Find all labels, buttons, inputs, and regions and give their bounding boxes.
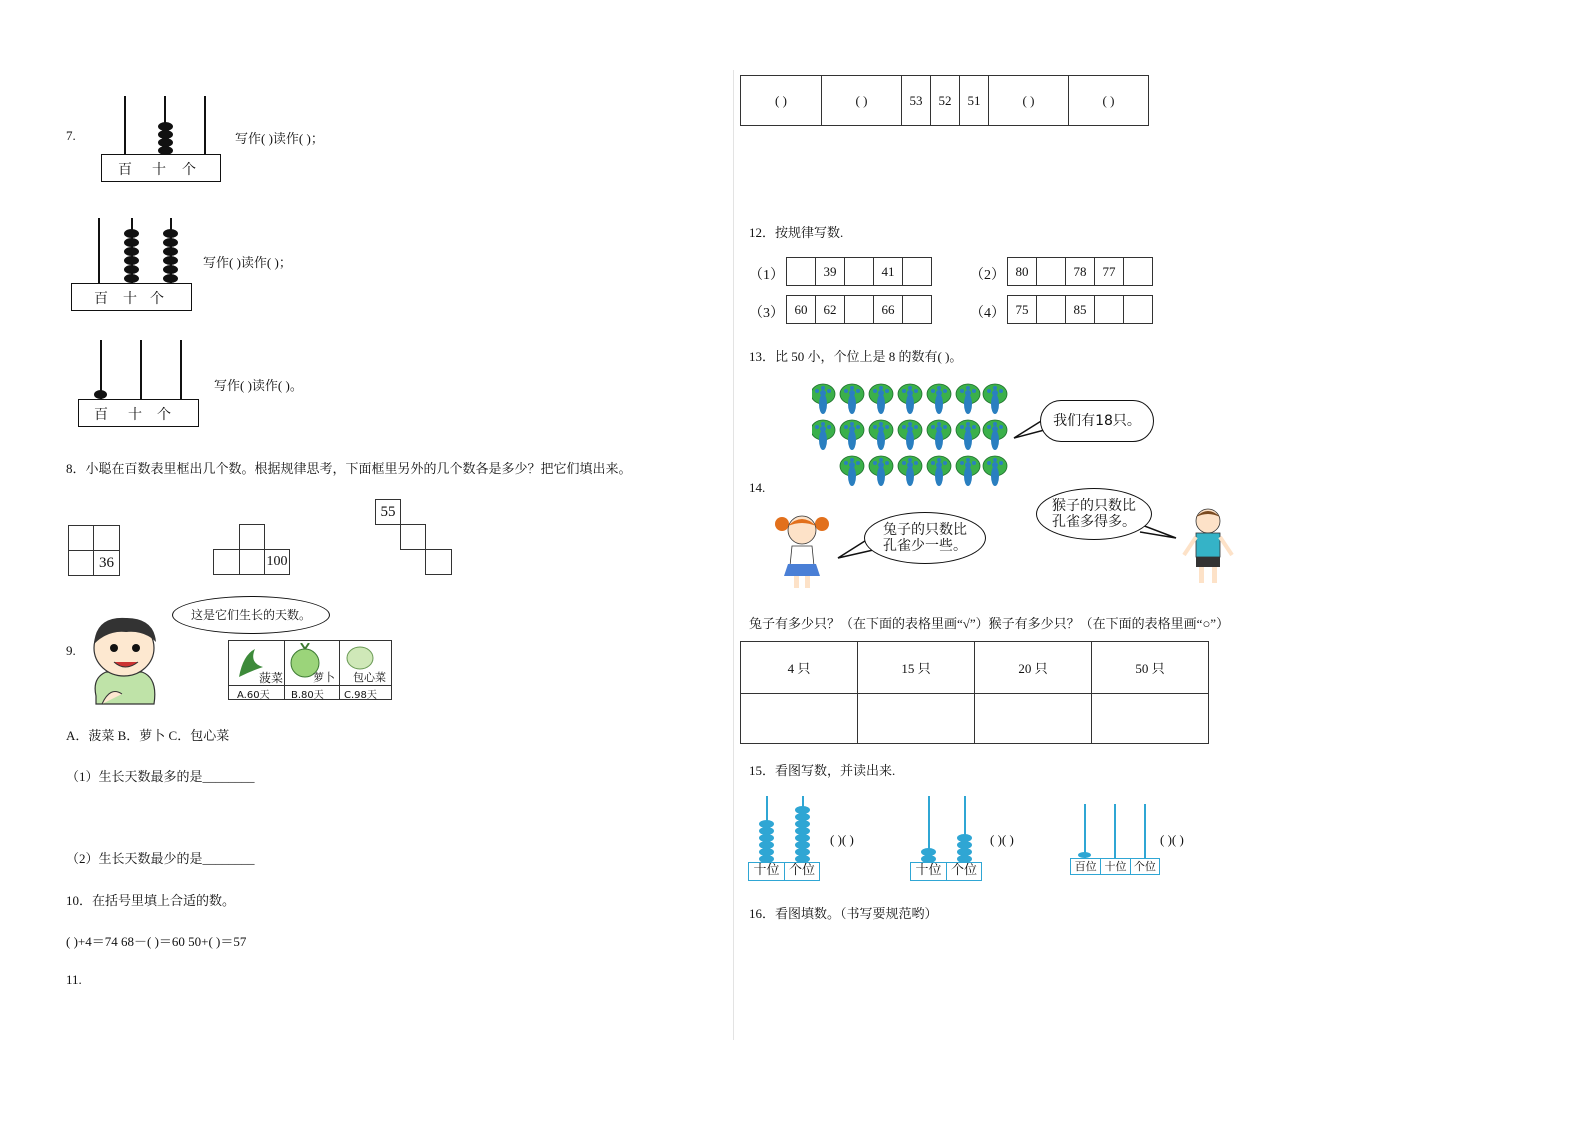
abacus-bead — [124, 247, 139, 256]
speech-text: 我们有18只。 — [1053, 413, 1141, 429]
q12-text: 12．按规律写数. — [749, 225, 844, 240]
pattern-cell — [1124, 258, 1153, 286]
pattern-cell: 78 — [1066, 258, 1095, 286]
table-header-cell: 50 只 — [1092, 642, 1209, 694]
q15-blanks-2: ( )( ) — [990, 832, 1014, 847]
q14-answer-table — [740, 641, 1209, 744]
q14-number: 14. — [749, 480, 766, 495]
pattern-cell — [1095, 296, 1124, 324]
pattern-cell — [903, 258, 932, 286]
q12-row-4 — [1007, 295, 1153, 324]
peacock-row-2 — [812, 420, 1007, 450]
q9-number: 9. — [66, 643, 76, 658]
answer-cell[interactable] — [975, 694, 1092, 744]
pattern-cell — [787, 258, 816, 286]
q12-row-2 — [1007, 257, 1153, 286]
abacus-bead — [163, 238, 178, 247]
q10-equations: ( )+4＝74 68－( )＝60 50+( )＝57 — [66, 934, 247, 949]
abacus-bead — [163, 247, 178, 256]
abacus-bead — [124, 265, 139, 274]
place-label: 个位 — [950, 863, 977, 878]
q12-row-label: （2） — [970, 268, 1005, 283]
q7-write-read-1: 写作( )读作( )； — [235, 131, 324, 146]
pattern-cell — [903, 296, 932, 324]
q9-options: A．菠菜 B．萝卜 C．包心菜 — [66, 728, 230, 743]
abacus-bead — [124, 274, 139, 283]
sequence-cell: ( ) — [1069, 76, 1149, 126]
q12-row-label: （1） — [749, 268, 784, 283]
abacus-bead — [163, 265, 178, 274]
sequence-cell: ( ) — [822, 76, 902, 126]
abacus-bead — [124, 238, 139, 247]
peacock-row-3 — [840, 456, 1007, 486]
boy-illustration — [82, 608, 162, 708]
q7-number: 7. — [66, 128, 76, 143]
q12-row-1 — [786, 257, 932, 286]
place-label: 个位 — [788, 863, 815, 878]
pattern-cell — [1037, 258, 1066, 286]
peacock-row-1 — [812, 384, 1007, 414]
abacus-bead — [163, 256, 178, 265]
boy-illustration-2 — [1182, 505, 1234, 591]
q14-question: 兔子有多少只？（在下面的表格里画“√”）猴子有多少只？（在下面的表格里画“○”） — [749, 616, 1230, 631]
pattern-cell: 80 — [1008, 258, 1037, 286]
cabbage-icon — [345, 645, 375, 671]
abacus-bead — [94, 390, 107, 399]
q15-text: 15．看图写数，并读出来. — [749, 763, 896, 778]
place-label: 十位 — [749, 863, 785, 880]
sequence-cell: ( ) — [989, 76, 1069, 126]
pattern-cell — [1037, 296, 1066, 324]
abacus-bead — [124, 229, 139, 238]
q8-text: 8．小聪在百数表里框出几个数。根据规律思考，下面框里另外的几个数各是多少？把它们填出来。 — [66, 461, 632, 476]
q12-row-3 — [786, 295, 932, 324]
abacus-bead — [124, 256, 139, 265]
pattern-cell: 62 — [816, 296, 845, 324]
pattern-cell — [845, 258, 874, 286]
q11-sequence-table — [740, 75, 1149, 126]
pattern-cell: 66 — [874, 296, 903, 324]
sequence-cell: 52 — [931, 76, 960, 126]
place-label: 十位 — [911, 863, 947, 880]
grid-value: 100 — [264, 549, 290, 575]
q15-blanks-1: ( )( ) — [830, 832, 854, 847]
vegetable-days: C.98天 — [344, 690, 377, 701]
pattern-cell: 85 — [1066, 296, 1095, 324]
grid-value: 36 — [93, 550, 120, 576]
speech-text: 兔子的只数比孔雀少一些。 — [883, 522, 967, 554]
abacus-bead — [163, 229, 178, 238]
peacocks-illustration — [812, 382, 1010, 494]
vegetable-days: B.80天 — [291, 690, 324, 701]
girl-speech-bubble — [864, 512, 986, 564]
answer-cell[interactable] — [1092, 694, 1209, 744]
abacus-rod — [180, 340, 182, 400]
pattern-cell: 41 — [874, 258, 903, 286]
table-header-cell: 4 只 — [741, 642, 858, 694]
sequence-cell: 53 — [902, 76, 931, 126]
grid-value: 55 — [375, 499, 401, 525]
q9-sub2: （2）生长天数最少的是________ — [66, 851, 255, 866]
pattern-cell — [845, 296, 874, 324]
q10-text: 10．在括号里填上合适的数。 — [66, 893, 236, 908]
abacus-rod — [204, 96, 206, 156]
girl-illustration — [772, 510, 832, 592]
q13-text: 13．比 50 小，个位上是 8 的数有( )。 — [749, 349, 963, 364]
q12-row-label: （4） — [970, 306, 1005, 321]
peacock-speech-bubble — [1040, 400, 1154, 442]
speech-text: 这是它们生长的天数。 — [190, 608, 311, 622]
q9-vegetable-table — [228, 640, 392, 700]
speech-text: 猴子的只数比孔雀多得多。 — [1052, 498, 1136, 530]
sequence-cell: ( ) — [741, 76, 822, 126]
answer-cell[interactable] — [858, 694, 975, 744]
table-header-cell: 20 只 — [975, 642, 1092, 694]
q16-text: 16．看图填数。（书写要规范哟） — [749, 906, 938, 921]
abacus-base: 百 十 个 — [71, 283, 192, 311]
q7-write-read-3: 写作( )读作( )。 — [214, 378, 303, 393]
abacus-rod — [98, 218, 100, 284]
place-label: 十位 — [1101, 859, 1130, 874]
q15-blanks-3: ( )( ) — [1160, 832, 1184, 847]
place-label: 百位 — [1071, 859, 1101, 874]
table-header-cell: 15 只 — [858, 642, 975, 694]
q9-sub1: （1）生长天数最多的是________ — [66, 769, 255, 784]
page-divider — [733, 70, 734, 1040]
vegetable-name: 包心菜 — [353, 671, 386, 684]
q11-number: 11. — [66, 972, 82, 987]
pattern-cell: 39 — [816, 258, 845, 286]
answer-cell[interactable] — [741, 694, 858, 744]
abacus-bead — [163, 274, 178, 283]
sequence-cell: 51 — [960, 76, 989, 126]
pattern-cell — [1124, 296, 1153, 324]
vegetable-name: 萝卜 — [313, 671, 335, 684]
abacus-rod — [124, 96, 126, 156]
abacus-rod — [140, 340, 142, 400]
abacus-base: 百 十 个 — [101, 154, 221, 182]
boy-speech-bubble — [1036, 488, 1152, 540]
place-label: 个位 — [1133, 860, 1156, 873]
vegetable-days: A.60天 — [237, 690, 270, 701]
abacus-base: 百 十 个 — [78, 399, 199, 427]
pattern-cell: 75 — [1008, 296, 1037, 324]
q7-write-read-2: 写作( )读作( )； — [203, 255, 292, 270]
pattern-cell: 77 — [1095, 258, 1124, 286]
vegetable-name: 菠菜 — [259, 671, 284, 685]
pattern-cell: 60 — [787, 296, 816, 324]
q12-row-label: （3） — [749, 306, 784, 321]
q9-speech-bubble — [172, 596, 330, 634]
